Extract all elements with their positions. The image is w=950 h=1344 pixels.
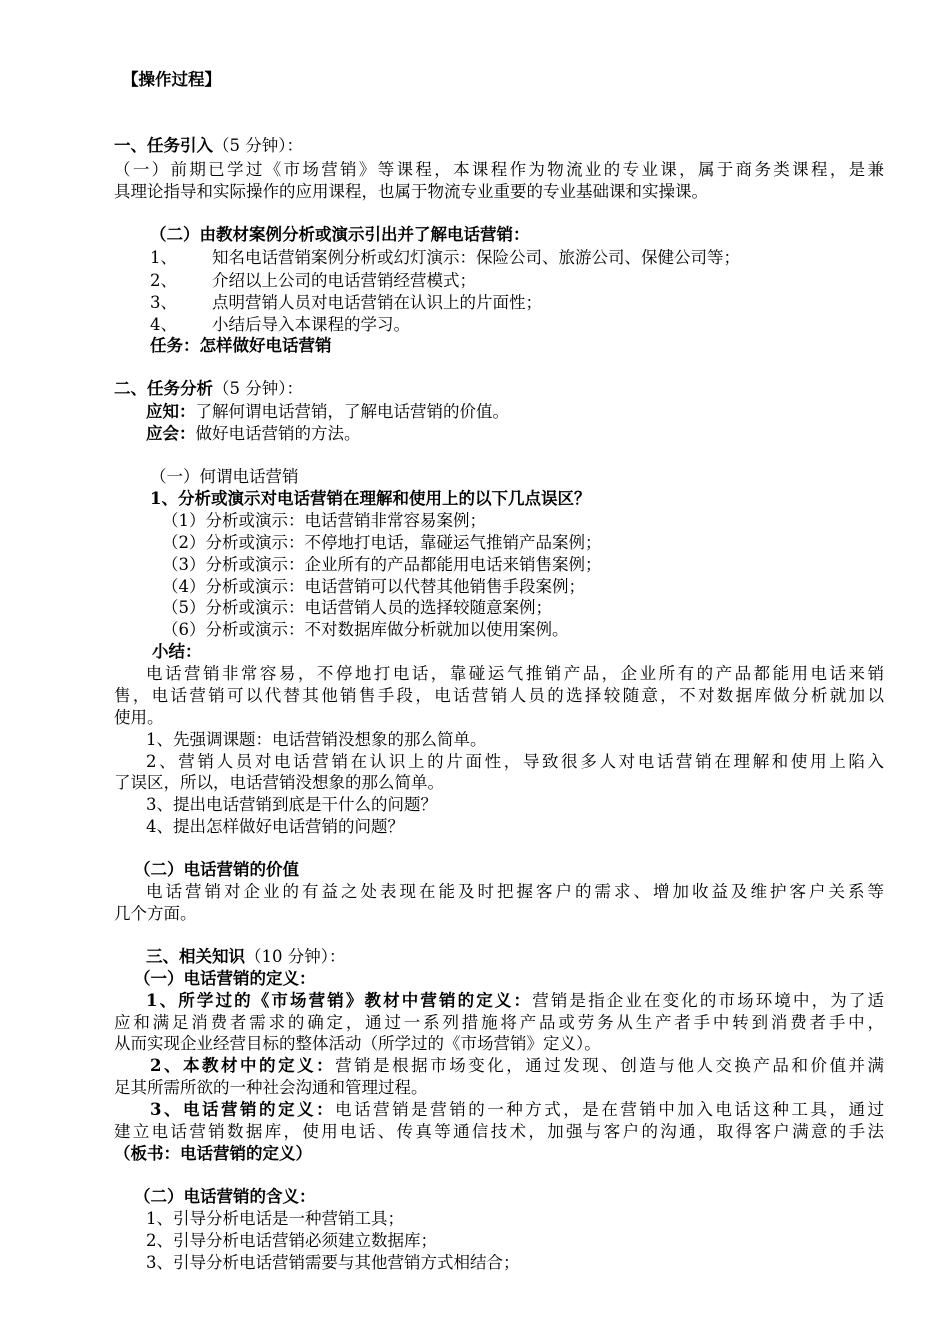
s2-know-label: 应知：: [146, 402, 196, 421]
s2-point-4: 4、提出怎样做好电话营销的问题？: [146, 817, 404, 836]
s2-value-line-2: 几个方面。: [114, 904, 197, 923]
s2-case-5: （5）分析或演示：电话营销人员的选择较随意案例；: [162, 598, 552, 617]
s2-summary-line-2: 售，电话营销可以代替其他销售手段，电话营销人员的选择较随意，不对数据库做分析就加以: [114, 686, 884, 705]
section-2-title: [114, 378, 303, 400]
s1-item-1-num: 1、: [150, 248, 177, 267]
s3-meaning-2: 2、引导分析电话营销必须建立数据库；: [146, 1231, 437, 1250]
section-3-title-bold: 三、相关知识: [146, 947, 245, 966]
s3-subheading-1: （一）电话营销的定义：: [134, 969, 316, 988]
s1-item-2-text: 介绍以上公司的电话营销经营模式；: [212, 271, 476, 290]
s2-can-line: [146, 423, 361, 445]
s1-item-3-num: 3、: [150, 293, 177, 312]
s3-board-note: （板书：电话营销的定义）: [114, 1144, 312, 1163]
s1-item-2-num: 2、: [150, 271, 177, 290]
section-1-title-bold: 一、任务引入: [114, 136, 213, 155]
s1-task: 任务：怎样做好电话营销: [150, 336, 332, 355]
s2-point-2-line-2: 了误区，所以，电话营销没想象的那么简单。: [114, 773, 444, 792]
s3-def-2-line-2: 足其所需所欲的一种社会沟通和管理过程。: [114, 1078, 428, 1097]
s2-can-text: 做好电话营销的方法。: [195, 424, 361, 443]
s1-subheading-2: （二）由教材案例分析或演示引出并了解电话营销：: [150, 225, 530, 244]
s3-meaning-1: 1、引导分析电话是一种营销工具；: [146, 1209, 404, 1228]
s3-def-2-line-1: [150, 1055, 884, 1077]
s1-item-1-text: 知名电话营销案例分析或幻灯演示：保险公司、旅游公司、保健公司等；: [212, 248, 740, 267]
section-3-title: [146, 946, 346, 968]
s2-can-label: 应会：: [146, 424, 196, 443]
s3-def-1-line-2: 应和满足消费者需求的确定，通过一系列措施将产品或劳务从生产者手中转到消费者手中，: [114, 1013, 884, 1032]
s3-def-1-text: 营销是指企业在变化的市场环境中，为了适: [532, 991, 885, 1010]
s2-know-text: 了解何谓电话营销，了解电话营销的价值。: [195, 402, 509, 421]
s2-case-6: （6）分析或演示：不对数据库做分析就加以使用案例。: [162, 620, 569, 639]
s2-case-1: （1）分析或演示：电话营销非常容易案例；: [162, 511, 486, 530]
s3-def-2-label: 2、本教材中的定义：: [150, 1056, 336, 1075]
s1-item-4: [150, 314, 410, 336]
s2-summary-label: 小结：: [152, 642, 202, 661]
s1-item-1: [150, 247, 740, 269]
s3-meaning-3: 3、引导分析电话营销需要与其他营销方式相结合；: [146, 1253, 520, 1272]
s3-def-1-line-3: 从而实现企业经营目标的整体活动（所学过的《市场营销》定义）。: [114, 1034, 601, 1053]
s1-item-3: [150, 292, 542, 314]
s2-summary-line-1: 电话营销非常容易，不停地打电话，靠碰运气推销产品，企业所有的产品都能用电话来销: [146, 664, 884, 683]
s2-summary-line-3: 使用。: [114, 708, 164, 727]
s1-item-3-text: 点明营销人员对电话营销在认识上的片面性；: [212, 293, 542, 312]
s3-def-3-text: 电话营销是营销的一种方式，是在营销中加入电话这种工具，通过: [335, 1100, 885, 1119]
s2-value-line-1: 电话营销对企业的有益之处表现在能及时把握客户的需求、增加收益及维护客户关系等: [146, 882, 884, 901]
section-2-title-bold: 二、任务分析: [114, 379, 213, 398]
s2-case-4: （4）分析或演示：电话营销可以代替其他销售手段案例；: [162, 577, 585, 596]
s1-paragraph-line-2: 具理论指导和实际操作的应用课程，也属于物流专业重要的专业基础课和实操课。: [114, 182, 708, 201]
section-2-title-time: （5 分钟）：: [213, 379, 303, 398]
section-header: 【操作过程】: [122, 70, 221, 89]
s2-point-1: 1、先强调课题：电话营销没想象的那么简单。: [146, 730, 487, 749]
s2-subheading-1: （一）何谓电话营销: [150, 467, 299, 486]
s1-item-4-text: 小结后导入本课程的学习。: [212, 315, 410, 334]
section-1-title: [114, 135, 303, 157]
s2-question-1: 1、分析或演示对电话营销在理解和使用上的以下几点误区？: [150, 489, 591, 508]
s3-def-3-line-2: 建立电话营销数据库，使用电话、传真等通信技术，加强与客户的沟通，取得客户满意的手法: [114, 1122, 884, 1141]
s2-know-line: [146, 401, 509, 423]
s2-point-2-line-1: 2、营销人员对电话营销在认识上的片面性，导致很多人对电话营销在理解和使用上陷入: [146, 752, 884, 771]
section-3-title-time: （10 分钟）：: [245, 947, 346, 966]
s3-def-3-label: 3、电话营销的定义：: [150, 1100, 336, 1119]
section-1-title-time: （5 分钟）：: [213, 136, 303, 155]
s3-def-2-text: 营销是根据市场变化，通过发现、创造与他人交换产品和价值并满: [335, 1056, 885, 1075]
s1-item-4-num: 4、: [150, 315, 177, 334]
s3-def-3-line-1: [150, 1099, 884, 1121]
s3-def-1-label: 1、所学过的《市场营销》教材中营销的定义：: [146, 991, 533, 1010]
s2-case-2: （2）分析或演示：不停地打电话，靠碰运气推销产品案例；: [162, 533, 602, 552]
s3-def-1-line-1: [146, 990, 884, 1012]
s3-subheading-2: （二）电话营销的含义：: [134, 1187, 316, 1206]
s2-subheading-2: （二）电话营销的价值: [134, 860, 299, 879]
s1-paragraph-line-1: （一）前期已学过《市场营销》等课程，本课程作为物流业的专业课，属于商务类课程，是兼: [114, 160, 884, 179]
s1-item-2: [150, 270, 476, 292]
s2-case-3: （3）分析或演示：企业所有的产品都能用电话来销售案例；: [162, 555, 602, 574]
s2-point-3: 3、提出电话营销到底是干什么的问题？: [146, 795, 437, 814]
